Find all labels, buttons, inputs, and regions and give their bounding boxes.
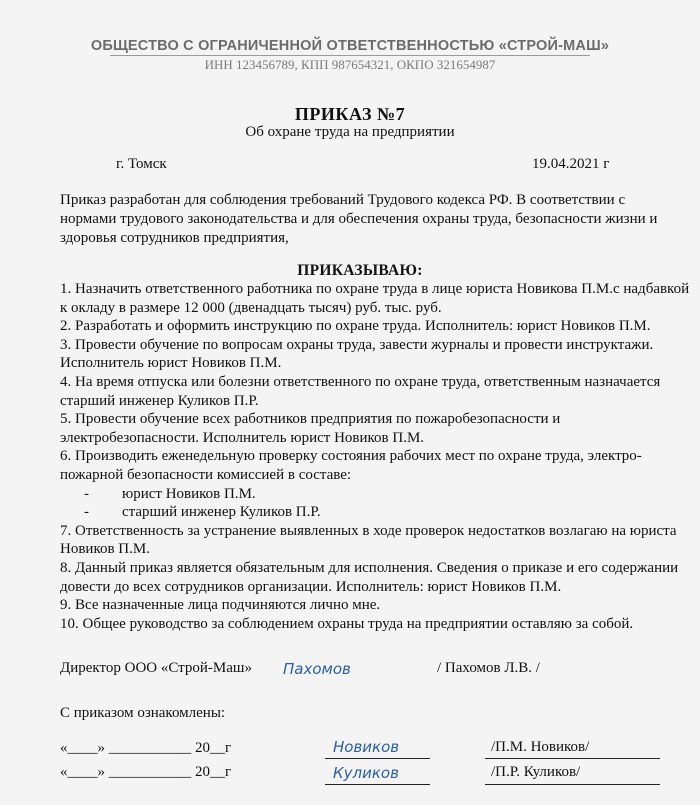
order-item: 4. На время отпуска или болезни ответственного по охране труда, ответственным назначается старший инженер Куликов П.Р.: [60, 373, 661, 409]
ack-signature-2: Куликов: [333, 764, 399, 782]
order-item: 9. Все назначенные лица подчиняются лично мне.: [60, 597, 381, 614]
order-item: 10. Общее руководство за соблюдением охраны труда на предприятии оставляю за собой.: [60, 615, 634, 632]
ack-name-line-2: [485, 762, 660, 785]
ack-date-1: «____» ___________ 20__г: [60, 740, 232, 756]
order-item: 3. Провести обучение по вопросам охраны труда, завести журналы и провести инструктажи. Исполнитель юрист Новиков П.М.: [60, 336, 654, 372]
commission-member-name: старший инженер Куликов П.Р.: [122, 504, 321, 521]
order-item: 2. Разработать и оформить инструкцию по охране труда. Исполнитель: юрист Новиков П.М.: [60, 318, 651, 335]
order-items: [60, 280, 690, 633]
ack-signature-line-1: [325, 738, 430, 759]
order-item: 7. Ответственность за устранение выявленных в ходе проверок недостатков возлагаю на юриста Новиков П.М.: [60, 522, 677, 558]
order-item: 5. Провести обучение всех работников предприятия по пожаробезопасности и электробезопасности. Исполнитель юрист Новиков П.М.: [60, 411, 561, 446]
ack-name-line-1: [485, 738, 660, 759]
document-city: г. Томск: [116, 156, 167, 172]
document-intro: Приказ разработан для соблюдения требований Трудового кодекса РФ. В соответствии с нормами трудового законодательства и для обеспечения охраны труда, безопасности жизни и здоровья сотрудников предприятия,: [60, 192, 658, 246]
document-date: 19.04.2021 г: [532, 156, 610, 172]
ack-name-1: /П.М. Новиков/: [491, 739, 590, 755]
commission-member: - старший инженер Куликов П.Р.: [84, 504, 321, 521]
ack-signature-1: Новиков: [333, 738, 400, 756]
orders-heading: ПРИКАЗЫВАЮ:: [297, 262, 423, 279]
header-divider: [110, 55, 590, 56]
commission-member: - юрист Новиков П.М.: [84, 485, 256, 502]
company-requisites: ИНН 123456789, КПП 987654321, ОКПО 321654987: [204, 57, 496, 72]
ack-name-2: /П.Р. Куликов/: [491, 764, 581, 780]
order-item: 1. Назначить ответственного работника по охране труда в лице юриста Новикова П.М.с надбавкой к окладу в размере 12 000 (двенадцать тысяч) руб. тыс. руб.: [60, 281, 690, 316]
order-item: 6. Производить еженедельную проверку состояния рабочих мест по охране труда, электро-пожарной безопасности комиссией в составе:: [60, 448, 642, 483]
ack-signature-line-2: [325, 762, 430, 785]
director-name: / Пахомов Л.В. /: [437, 660, 540, 676]
document-subtitle: Об охране труда на предприятии: [245, 124, 455, 140]
document-title: ПРИКАЗ №7: [294, 104, 406, 124]
company-name: ОБЩЕСТВО С ОГРАНИЧЕННОЙ ОТВЕТСТВЕННОСТЬЮ «СТРОЙ-МАШ»: [90, 38, 610, 54]
commission-member-name: юрист Новиков П.М.: [122, 485, 256, 502]
order-item: 8. Данный приказ является обязательным для исполнения. Сведения о приказе и его содержании довести до всех сотрудников организации. Исполнитель: юрист Новиков П.М.: [60, 559, 679, 595]
director-label: Директор ООО «Строй-Маш»: [60, 660, 252, 676]
director-signature: Пахомов: [283, 660, 351, 678]
ack-date-2: «____» ___________ 20__г: [60, 764, 232, 780]
acknowledged-label: С приказом ознакомлены:: [60, 705, 226, 721]
